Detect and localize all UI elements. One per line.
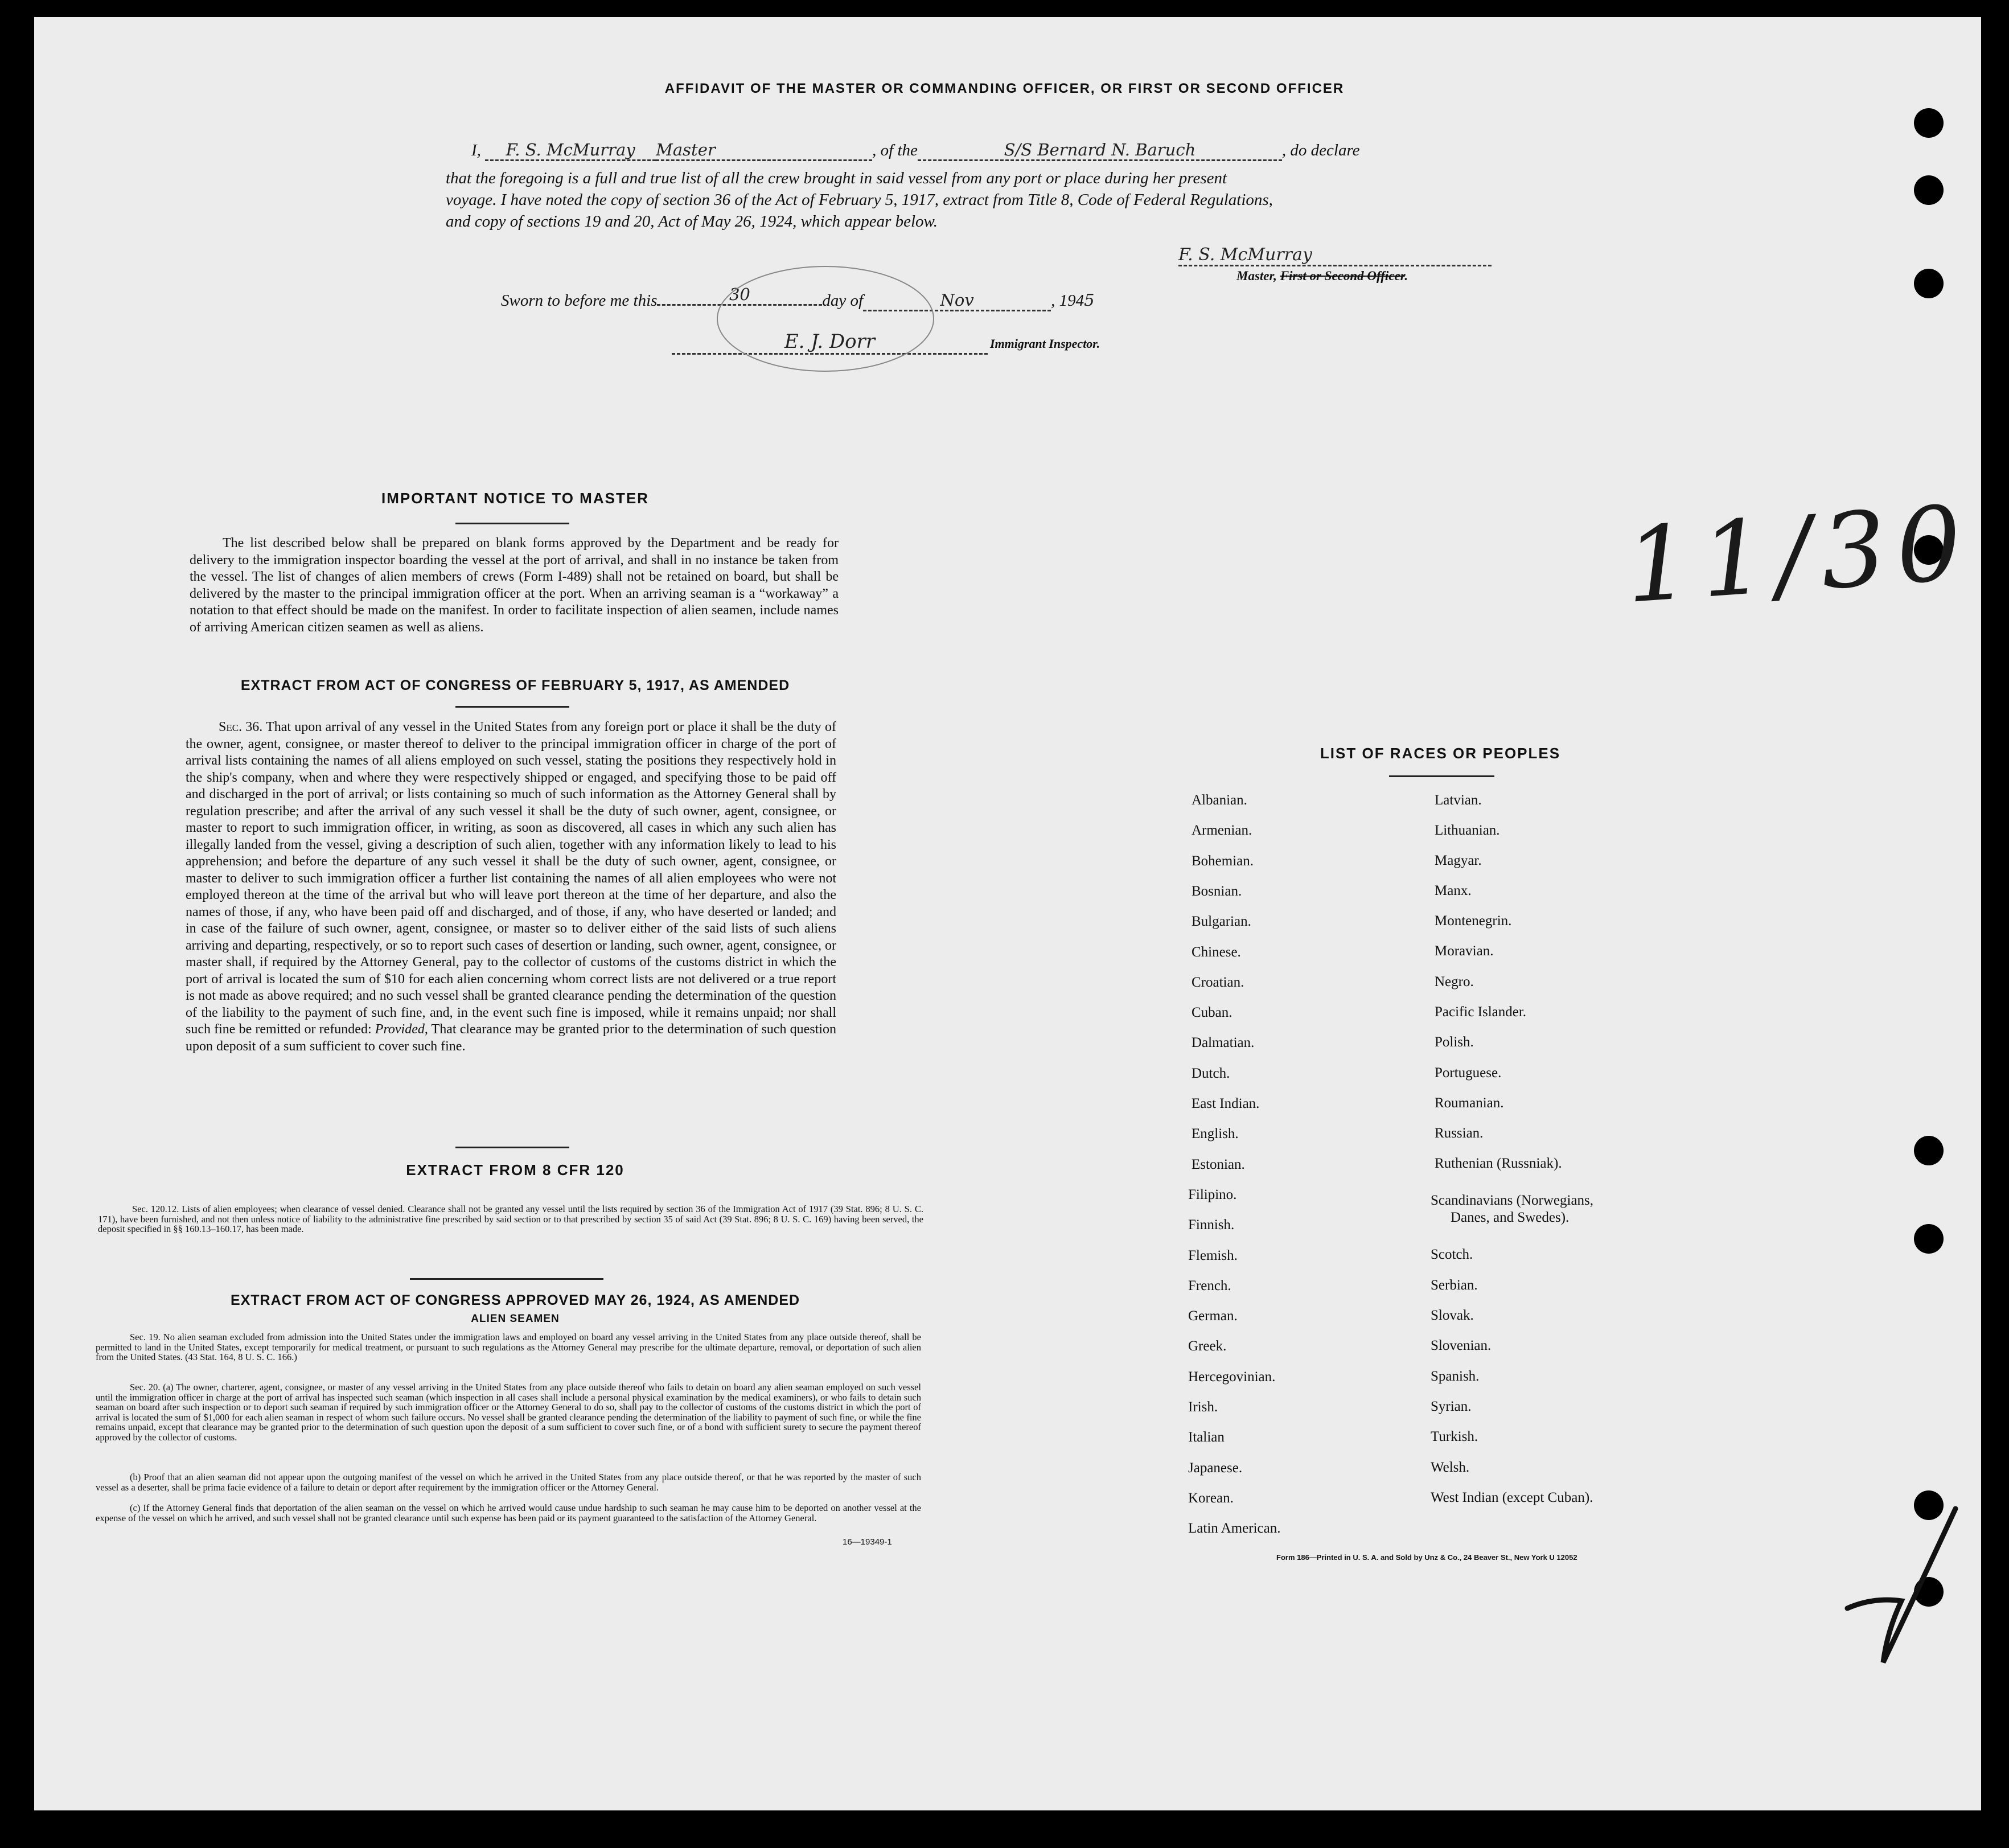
- race-item: Syrian.: [1431, 1399, 1472, 1414]
- race-item: Albanian.: [1192, 792, 1247, 808]
- check-mark-icon: [1839, 1503, 1964, 1674]
- race-item: Flemish.: [1188, 1247, 1238, 1263]
- race-item: Scandinavians (Norwegians,: [1431, 1193, 1594, 1208]
- sec36-body: That upon arrival of any vessel in the United States from any foreign port or place it shall be the duty of the owner, agent, consignee, or master thereof to deliver to the principal immigration officer in charge of the port of arrival lists containing the names of all aliens employed on such vessel, stating the positions they respectively hold in the ship's company, when and where they were respectively shipped or engaged, and specifying those to be paid off and discharged in the port of arrival; or lists containing so much of such information as the Attorney General shall by regulation prescribe; and after the arrival of any such vessel it shall be the duty of such owner, agent, consignee, or master to report to such immigration officer, in writing, as soon as discovered, all cases in which any such alien has illegally landed from the vessel, giving a description of such alien, together with any information likely to lead to his apprehension; and before the departure of any such vessel it shall be the duty of such owner, agent, consignee, or master to deliver to such immigration officer a further list containing the names of all alien employees who were not employed thereon at the time of the arrival but who will leave port thereon at the time of her departure, and also the names of those, if any, who have been paid off and discharged, and of those, if any, who have deserted or landed; and in case of the failure of such owner, agent, consignee, or master so to deliver either of the said lists of such aliens arriving and departing, respectively, or so to report such cases of desertion or landing, such owner, agent, consignee, or master shall, if required by the Attorney General, pay to the collector of customs of the customs district in which the port of arrival is located the sum of $10 for each alien concerning whom correct lists are not delivered or a true report is not made as above required; and no such vessel shall be granted clearance pending the determination of the question of the liability to the payment of such fine, and, in the event such fine is imposed, while it remains unpaid; nor shall such fine be remitted or refunded:: [186, 720, 836, 1037]
- race-item: Latin American.: [1188, 1521, 1281, 1537]
- notice-title: IMPORTANT NOTICE TO MASTER: [381, 490, 649, 507]
- notice-text: The list described below shall be prepared on blank forms approved by the Department and be ready for delivery to the immigration inspector boarding the vessel at the port of arrival, and shall in no instance be taken from the vessel. The list of changes of alien members of crews (Form I-489) shall not be retained on board, but shall be delivered by the master to the principal immigration officer at the port. When an arriving seaman is a “workaway” a notation to that effect should be made on the manifest. In order to facilitate inspection of alien seamen, include names of arriving American citizen seamen as well as aliens.: [190, 536, 839, 635]
- signer-name: F. S. McMurray: [506, 140, 635, 159]
- race-item: Ruthenian (Russniak).: [1435, 1156, 1562, 1171]
- race-item: Pacific Islander.: [1435, 1004, 1527, 1020]
- affidavit-line3: voyage. I have noted the copy of section 36 of the Act of February 5, 1917, extract from Title 8, Code of Federal Regulations,: [446, 191, 1273, 209]
- race-item: French.: [1188, 1278, 1231, 1293]
- extract1924-title: EXTRACT FROM ACT OF CONGRESS APPROVED MAY 26, 1924, AS AMENDED: [230, 1292, 800, 1308]
- signer-role: Master: [656, 140, 716, 159]
- affidavit-line2: that the foregoing is a full and true list of all the crew brought in said vessel from any port or place during her present: [446, 169, 1227, 187]
- race-item: Finnish.: [1188, 1217, 1235, 1233]
- race-item: Estonian.: [1192, 1156, 1245, 1172]
- race-item: Slovak.: [1431, 1308, 1474, 1323]
- inspector-caption: Immigrant Inspector.: [990, 336, 1100, 351]
- races-title: LIST OF RACES OR PEOPLES: [1320, 745, 1561, 762]
- notice-rule: [455, 523, 569, 524]
- cfr-top-rule: [455, 1147, 569, 1148]
- master-signature-text: F. S. McMurray: [1178, 245, 1312, 265]
- race-item: Latvian.: [1435, 792, 1482, 808]
- cfr-bottom-rule: [410, 1278, 603, 1280]
- race-item: Armenian.: [1192, 823, 1252, 839]
- vessel-name: S/S Bernard N. Baruch: [1004, 140, 1196, 159]
- race-item: German.: [1188, 1308, 1238, 1324]
- master-caption-struck: First or Second Officer: [1280, 269, 1405, 283]
- master-signature: [1178, 245, 1492, 266]
- race-item: Dalmatian.: [1192, 1035, 1255, 1051]
- master-caption: Master, First or Second Officer.: [1236, 269, 1408, 283]
- affidavit-line4: and copy of sections 19 and 20, Act of May 26, 1924, which appear below.: [446, 212, 938, 231]
- extract1917-rule: [455, 706, 569, 708]
- cfr-text: Sec. 120.12. Lists of alien employees; when clearance of vessel denied. Clearance shall not be granted any vessel until the lists required by section 36 of the Immigration Act of 1917 (39 Stat. 896; 8 U. S. C. 171), have been furnished, and not then unless notice of liability to the administrative fine prescribed by said section or to that prescribed by section 35 of said Act (39 Stat. 896; 8 U. S. C. 169) having been served, the deposit specified in §§ 160.13–160.17, has been made.: [98, 1204, 923, 1234]
- race-item: Slovenian.: [1431, 1338, 1492, 1353]
- affidavit-i-label: I,: [471, 141, 481, 159]
- handwritten-date: 11/30: [1621, 483, 1976, 626]
- race-item: English.: [1192, 1126, 1239, 1142]
- race-item: Italian: [1188, 1430, 1225, 1445]
- race-item: Manx.: [1435, 883, 1472, 898]
- punch-hole: [1914, 269, 1944, 298]
- sec20b-text: (b) Proof that an alien seaman did not appear upon the outgoing manifest of the vessel on which he arrived in the United States from any place outside thereof, or that he was reported by the master of such vessel as a deserter, shall be prima facie evidence of a failure to detain or deport after requirement by the immigration officer or the Attorney General.: [96, 1472, 921, 1493]
- race-item: Spanish.: [1431, 1369, 1480, 1384]
- punch-hole: [1914, 1136, 1944, 1165]
- races-rule: [1389, 775, 1494, 777]
- race-item: Hercegovinian.: [1188, 1369, 1276, 1385]
- sec20c-text: (c) If the Attorney General finds that deportation of the alien seaman on the vessel on which he arrived would cause undue hardship to such seaman he may cause him to be deported on another vessel at the expense of the vessel on which he arrived, and such vessel shall not be granted clearance until such expense has been paid or its payment guaranteed to the satisfaction of the Attorney General.: [96, 1502, 921, 1523]
- race-item: Dutch.: [1192, 1065, 1230, 1081]
- race-item: Turkish.: [1431, 1429, 1478, 1444]
- sec36-end: That clearance may be granted prior to the determination of such question upon deposit of a sum sufficient to cover such fine.: [186, 1022, 837, 1054]
- race-item: Welsh.: [1431, 1460, 1470, 1475]
- sec36-label: Sec. 36.: [219, 720, 263, 734]
- race-item: Portuguese.: [1435, 1065, 1502, 1081]
- sworn-day: 30: [729, 285, 750, 304]
- race-item: Bohemian.: [1192, 853, 1254, 869]
- sworn-label: Sworn to before me this: [501, 291, 658, 310]
- race-item: Moravian.: [1435, 943, 1494, 959]
- affidavit-title: AFFIDAVIT OF THE MASTER OR COMMANDING OFFICER, OR FIRST OR SECOND OFFICER: [664, 81, 1345, 96]
- signer-name-field: [485, 140, 656, 161]
- cfr-title: EXTRACT FROM 8 CFR 120: [406, 1161, 625, 1178]
- inspector-signature: E. J. Dorr: [784, 330, 876, 353]
- sworn-year-label: , 194: [1051, 291, 1084, 310]
- day-of-label: day of: [822, 291, 864, 310]
- race-item: Korean.: [1188, 1490, 1234, 1506]
- extract1917-text: [186, 719, 836, 1055]
- race-item: Japanese.: [1188, 1460, 1243, 1476]
- sworn-month: Nov: [940, 290, 974, 310]
- punch-hole: [1914, 1224, 1944, 1254]
- punch-hole: [1914, 108, 1944, 138]
- signer-role-field: [656, 140, 872, 161]
- race-item: Polish.: [1435, 1034, 1474, 1050]
- race-item: Serbian.: [1431, 1278, 1478, 1293]
- extract1924-subtitle: ALIEN SEAMEN: [471, 1313, 560, 1325]
- race-item: East Indian.: [1192, 1096, 1260, 1111]
- race-item: Lithuanian.: [1435, 823, 1500, 838]
- master-caption-label: Master,: [1236, 269, 1277, 283]
- race-item: Cuban.: [1192, 1005, 1232, 1021]
- vessel-name-field: [918, 140, 1282, 161]
- race-item: Croatian.: [1192, 974, 1244, 990]
- race-item: Scotch.: [1431, 1247, 1473, 1262]
- printer-line: Form 186—Printed in U. S. A. and Sold by Unz & Co., 24 Beaver St., New York U 12052: [1276, 1553, 1577, 1562]
- affidavit-line1: [471, 140, 1360, 161]
- race-item: Russian.: [1435, 1126, 1484, 1141]
- race-item: Montenegrin.: [1435, 913, 1512, 929]
- sec19-text: Sec. 19. No alien seaman excluded from admission into the United States under the immigration laws and employed on board any vessel arriving in the United States from any place outside thereof, shall be permitted to land in the United States, except temporarily for medical treatment, or pursuant to such regulations as the Attorney General may prescribe for the ultimate departure, removal, or deportation of such alien from the United States. (43 Stat. 164, 8 U. S. C. 166.): [96, 1332, 921, 1362]
- race-item: Greek.: [1188, 1338, 1227, 1354]
- punch-hole: [1914, 175, 1944, 205]
- extract1917-title: EXTRACT FROM ACT OF CONGRESS OF FEBRUARY 5, 1917, AS AMENDED: [240, 677, 790, 693]
- provided-label: Provided,: [375, 1022, 428, 1037]
- race-item: Chinese.: [1192, 944, 1241, 960]
- race-item: West Indian (except Cuban).: [1431, 1490, 1593, 1505]
- race-item: Bosnian.: [1192, 883, 1242, 899]
- form-code: 16—19349-1: [843, 1537, 892, 1547]
- race-item: Filipino.: [1188, 1186, 1237, 1202]
- sworn-year-hand: 5: [1084, 290, 1095, 310]
- notary-seal: [712, 259, 951, 379]
- sec20a-text: Sec. 20. (a) The owner, charterer, agent, consignee, or master of any vessel arriving in the United States from any place outside thereof who fails to detain on board any alien seaman employed on such vessel until the immigration officer in charge at the port of arrival has inspected such seaman (which inspection in all cases shall include a personal physical examination by the medical examiners), or who fails to detain such seaman on board after such inspection or to deport such seaman if required by such immigration officer or the Attorney General to do so, shall pay to the collector of customs of the customs district in which the port of arrival is located the sum of $1,000 for each alien seaman in respect of whom such failure occurs. No vessel shall be granted clearance pending the determination of the liability to payment of such fine, or while the fine remains unpaid, except that clearance may be granted prior to the determination of such question upon the deposit of a sum sufficient to cover such fine, or of a bond with sufficient surety to secure the payment thereof approved by the collector of customs.: [96, 1382, 921, 1443]
- race-item: Roumanian.: [1435, 1095, 1504, 1111]
- of-the-label: , of the: [872, 141, 918, 159]
- race-item-continuation: Danes, and Swedes).: [1451, 1210, 1570, 1225]
- race-item: Bulgarian.: [1192, 914, 1251, 930]
- do-declare-label: , do declare: [1281, 141, 1360, 159]
- race-item: Negro.: [1435, 974, 1474, 989]
- race-item: Magyar.: [1435, 853, 1482, 868]
- race-item: Irish.: [1188, 1399, 1218, 1415]
